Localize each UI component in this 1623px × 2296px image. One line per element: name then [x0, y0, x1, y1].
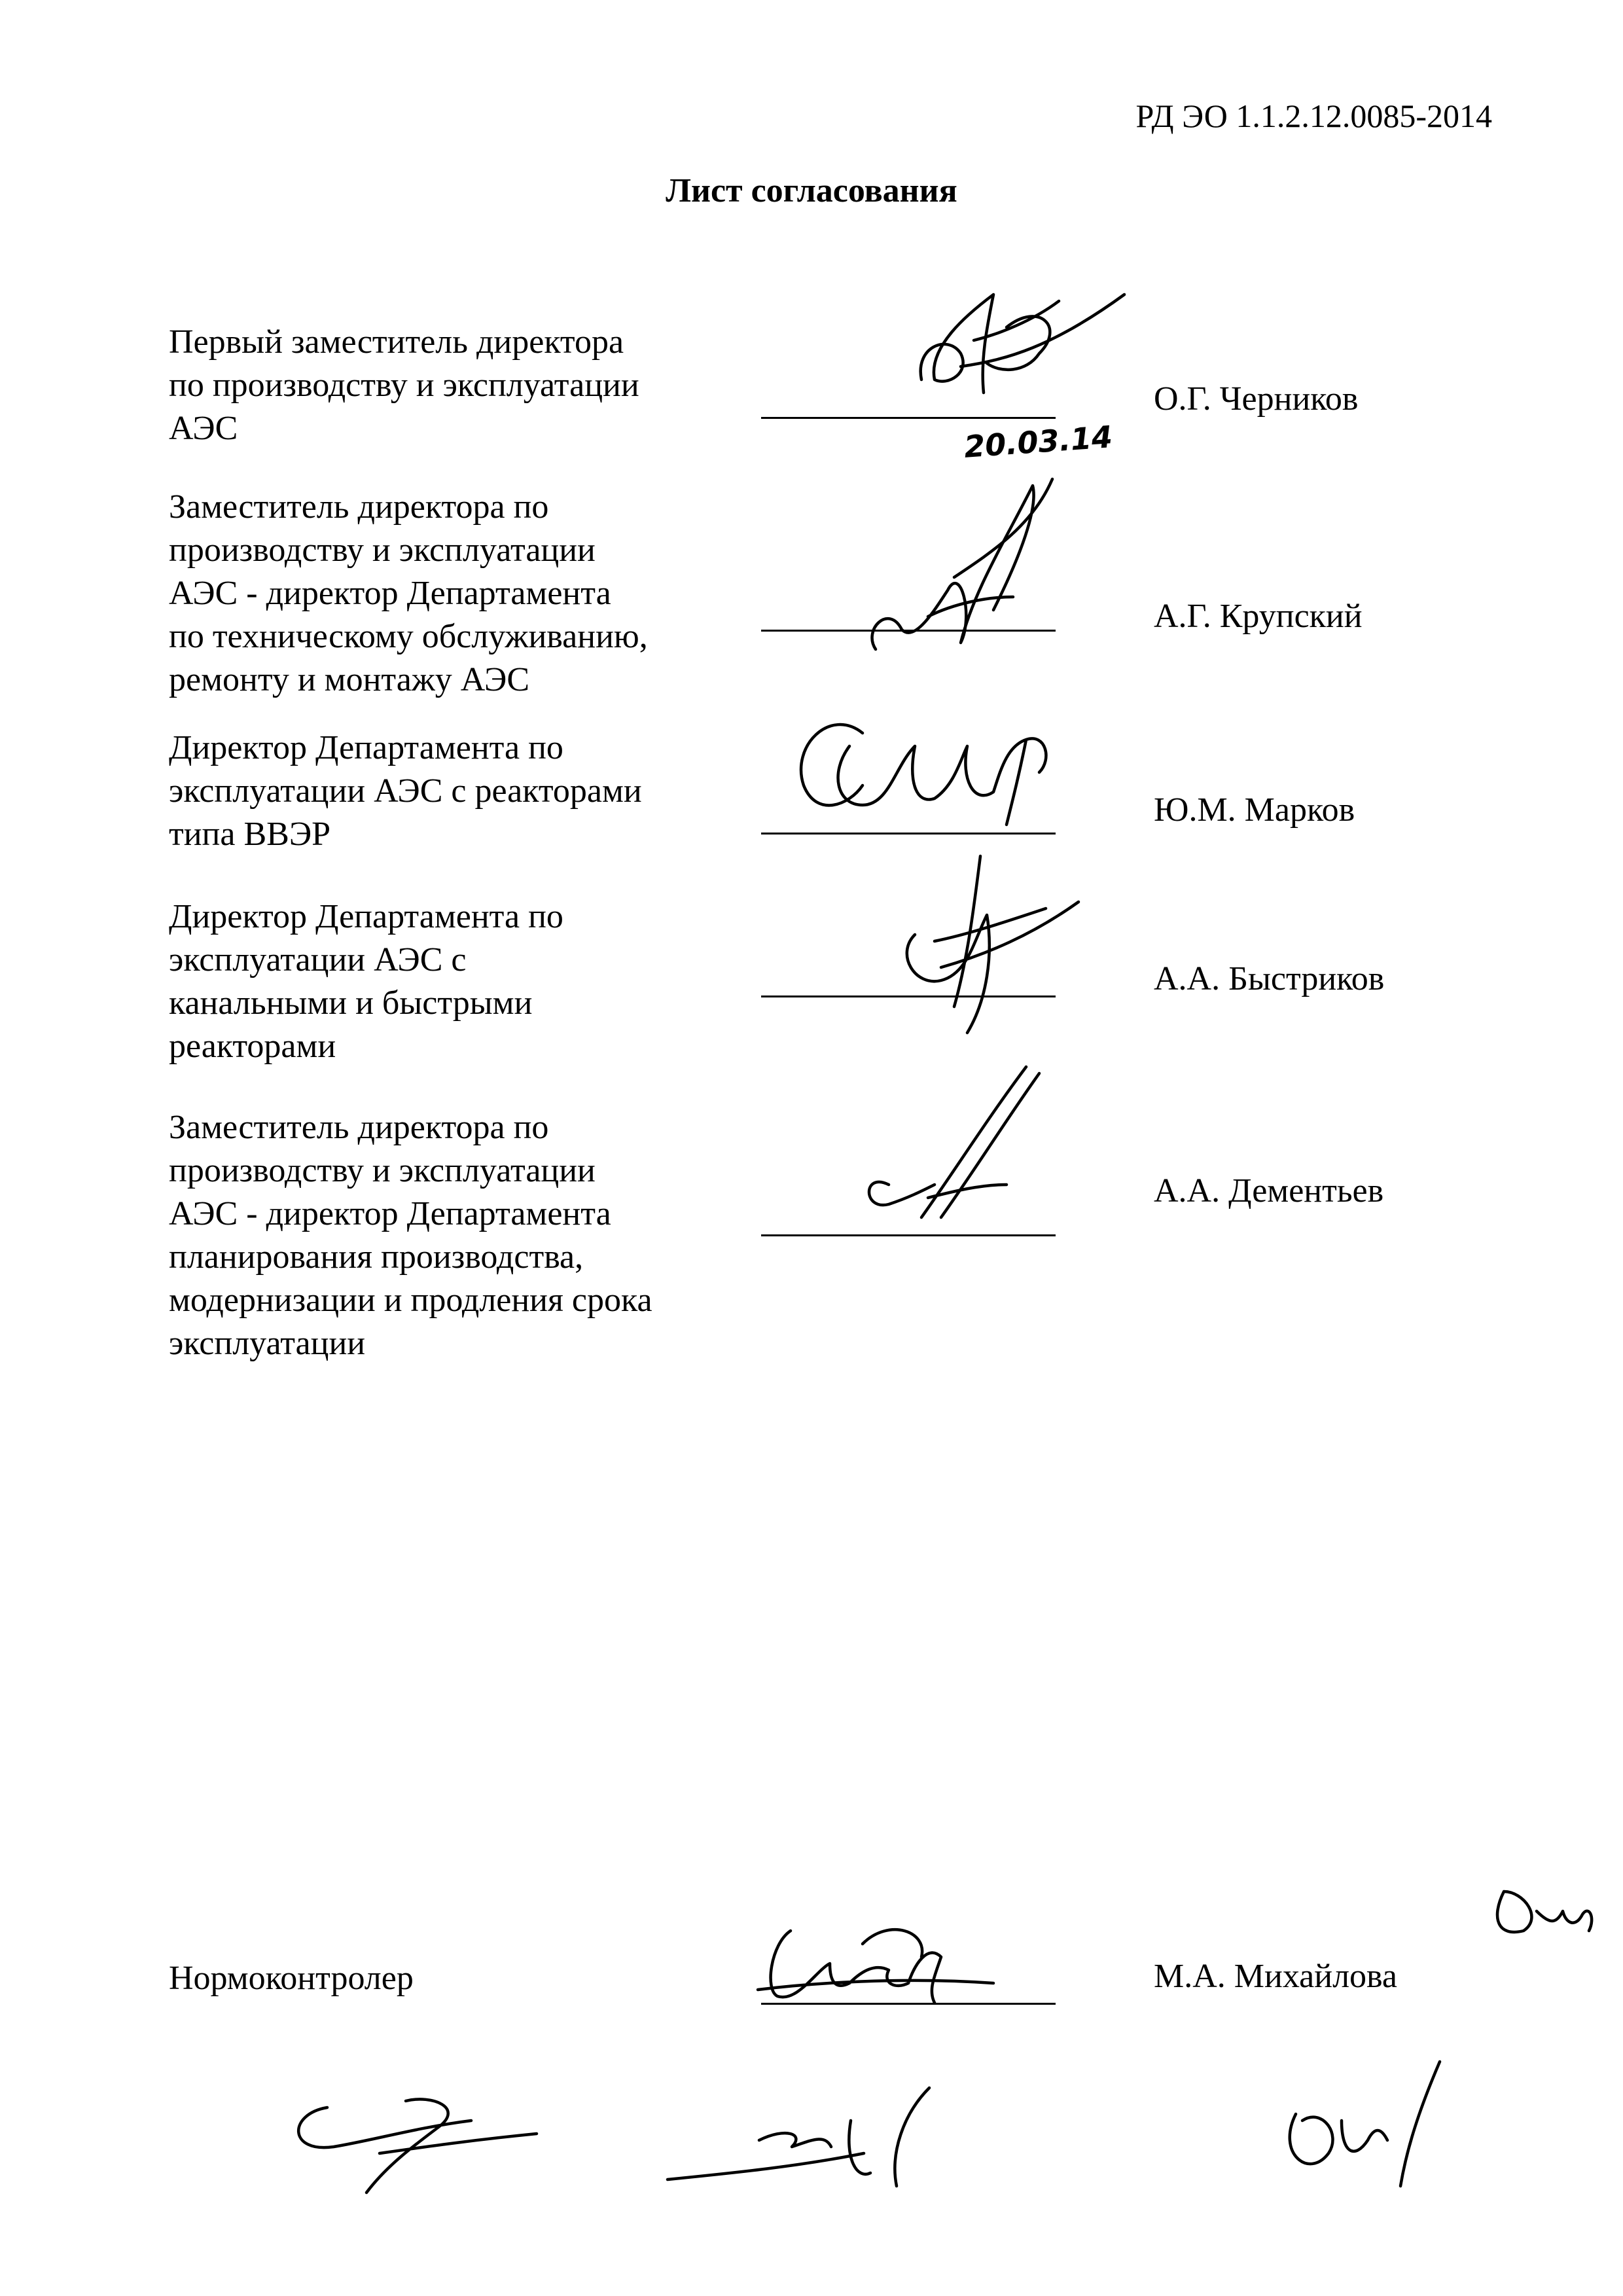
signature-image — [836, 1067, 1072, 1237]
signature-image — [732, 1918, 1007, 2042]
signature-line — [761, 996, 1056, 997]
bottom-signature-image — [1270, 2055, 1466, 2193]
signature-image — [791, 707, 1085, 831]
signature-image — [876, 843, 1092, 1046]
signatory-name: А.А. Дементьев — [1154, 1172, 1384, 1210]
document-code: РД ЭО 1.1.2.12.0085-2014 — [1135, 98, 1492, 134]
signature-line — [761, 1234, 1056, 1236]
signature-line — [761, 630, 1056, 632]
page-title: Лист согласования — [666, 172, 957, 209]
signature-image — [908, 288, 1144, 425]
position-text: Директор Департамента по эксплуатации АЭС с канальными и быстрыми реакторами — [169, 898, 563, 1065]
bottom-signature-image — [654, 2075, 982, 2206]
norm-control-position: Нормоконтролер — [169, 1960, 414, 1997]
bottom-signature-image — [275, 2081, 563, 2199]
position-text: Заместитель директора по производству и эксплуатации АЭС - директор Департамента по техническому обслуживанию, ремонту и монтажу АЭС — [169, 488, 648, 698]
signatory-name: О.Г. Черников — [1154, 380, 1359, 418]
norm-control-name: М.А. Михайлова — [1154, 1958, 1397, 1995]
signatory-name: А.Г. Крупский — [1154, 598, 1363, 635]
signatory-name: А.А. Быстриков — [1154, 960, 1385, 997]
position-text: Заместитель директора по производству и эксплуатации АЭС - директор Департамента планирования производства, модернизации и продления срока эксплуатации — [169, 1109, 652, 1362]
signature-line — [761, 417, 1056, 419]
initials-signature-image — [1484, 1878, 1602, 1950]
signature-image — [863, 473, 1079, 682]
signature-line — [761, 833, 1056, 834]
signature-line — [761, 2003, 1056, 2005]
signature-date: 20.03.14 — [963, 419, 1114, 465]
position-text: Директор Департамента по эксплуатации АЭС с реакторами типа ВВЭР — [169, 729, 642, 853]
signatory-name: Ю.М. Марков — [1154, 791, 1355, 829]
position-text: Первый заместитель директора по производству и эксплуатации АЭС — [169, 323, 639, 447]
